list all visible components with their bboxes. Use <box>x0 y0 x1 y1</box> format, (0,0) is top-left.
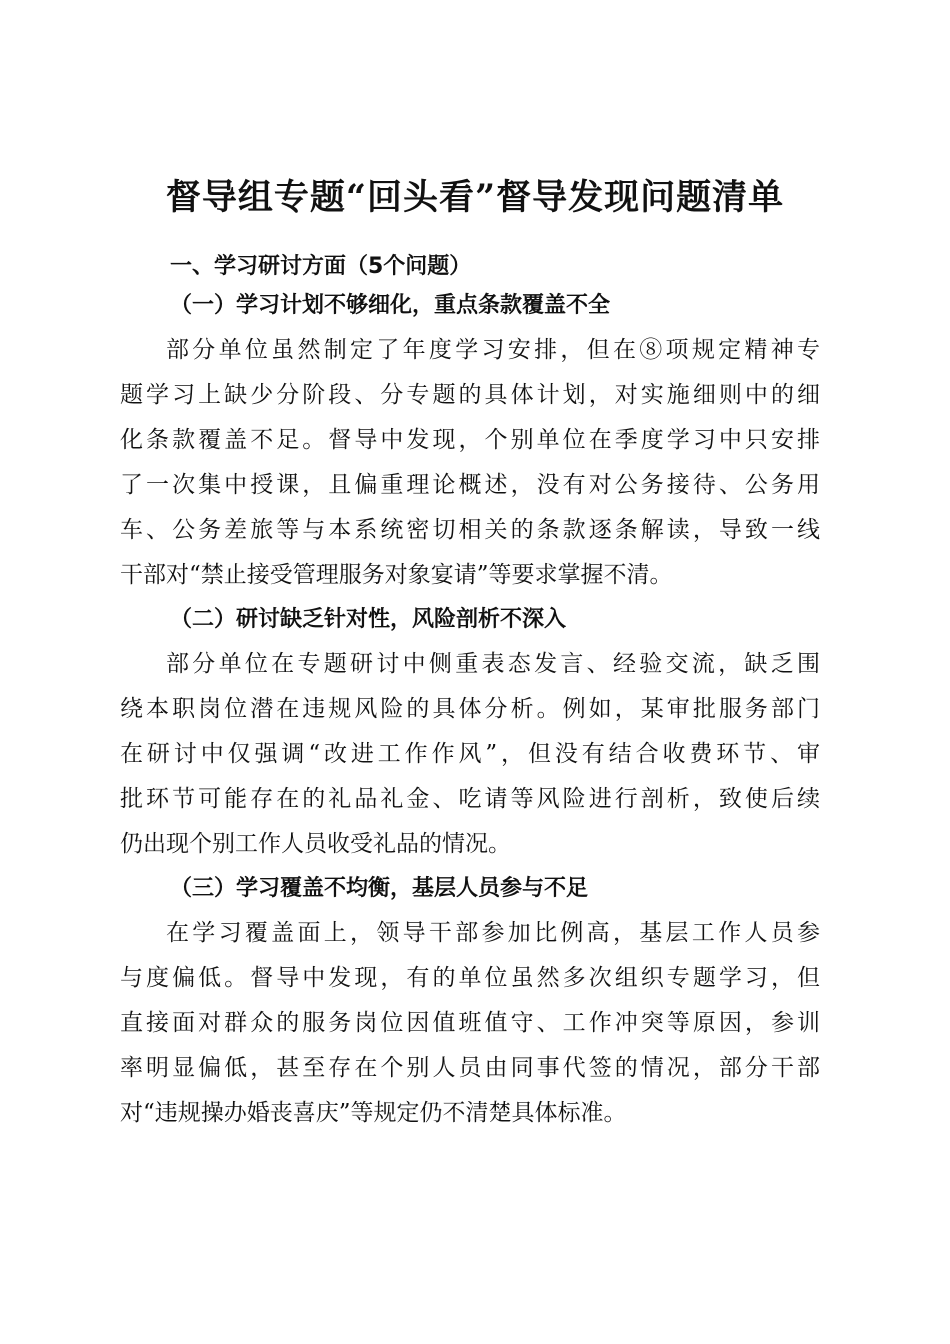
paragraph-line: 干部对“禁止接受管理服务对象宴请”等要求掌握不清。 <box>120 562 673 588</box>
paragraph-line: 车、公务差旅等与本系统密切相关的条款逐条解读，导致一线 <box>120 517 820 543</box>
paragraph-line: 率明显偏低，甚至存在个别人员由同事代签的情况，部分干部 <box>120 1055 820 1081</box>
paragraph <box>120 642 820 867</box>
paragraph <box>120 328 820 598</box>
section-heading: 一、学习研讨方面（5个问题） <box>170 254 472 279</box>
paragraph-line: 仍出现个别工作人员收受礼品的情况。 <box>120 831 511 857</box>
paragraph <box>120 911 820 1136</box>
paragraph-line: 对“违规操办婚丧喜庆”等规定仍不清楚具体标准。 <box>120 1100 627 1126</box>
paragraph-line: 直接面对群众的服务岗位因值班值守、工作冲突等原因，参训 <box>120 1010 820 1036</box>
document-body <box>120 250 820 1136</box>
paragraph-line: 在学习覆盖面上，领导干部参加比例高，基层工作人员参 <box>166 920 820 946</box>
paragraph-line: 与度偏低。督导中发现，有的单位虽然多次组织专题学习，但 <box>120 965 820 991</box>
paragraph-line: 绕本职岗位潜在违规风险的具体分析。例如，某审批服务部门 <box>120 696 820 722</box>
paragraph-line: 了一次集中授课，且偏重理论概述，没有对公务接待、公务用 <box>120 472 820 498</box>
document-title: 督导组专题“回头看”督导发现问题清单 <box>165 177 785 218</box>
paragraph-line: 题学习上缺少分阶段、分专题的具体计划，对实施细则中的细 <box>120 382 820 408</box>
paragraph-line: 部分单位在专题研讨中侧重表态发言、经验交流，缺乏围 <box>166 651 820 677</box>
paragraph-line: 在研讨中仅强调“改进工作作风”，但没有结合收费环节、审 <box>120 741 820 767</box>
subsection-heading: （三）学习覆盖不均衡，基层人员参与不足 <box>170 875 589 901</box>
subsection-heading: （一）学习计划不够细化，重点条款覆盖不全 <box>170 292 611 318</box>
paragraph-line: 批环节可能存在的礼品礼金、吃请等风险进行剖析，致使后续 <box>120 786 820 812</box>
subsection-heading: （二）研讨缺乏针对性，风险剖析不深入 <box>170 606 567 632</box>
paragraph-line: 部分单位虽然制定了年度学习安排，但在⑧项规定精神专 <box>166 337 820 363</box>
paragraph-line: 化条款覆盖不足。督导中发现，个别单位在季度学习中只安排 <box>120 427 820 453</box>
